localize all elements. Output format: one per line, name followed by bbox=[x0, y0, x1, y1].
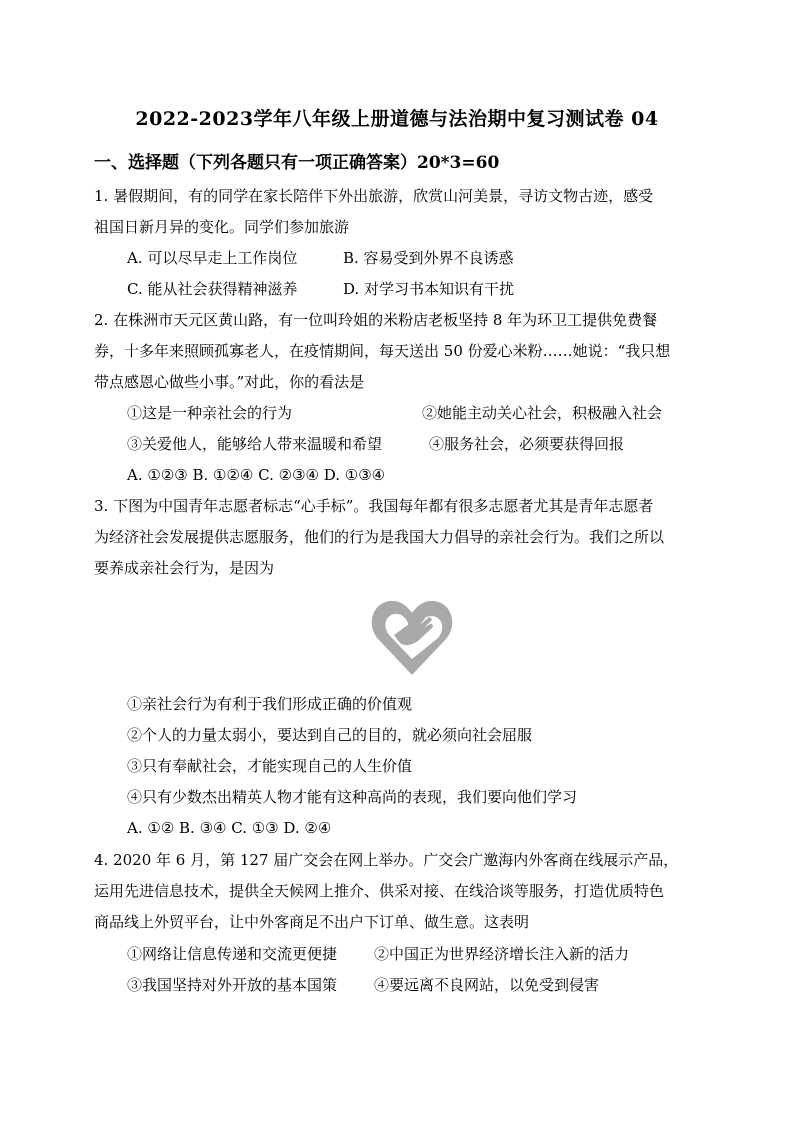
q4-item-4: ④要远离不良网站，以免受到侵害 bbox=[374, 976, 600, 994]
q4-stem-line3: 商品线上外贸平台，让中外客商足不出户下订单、做生意。这表明 bbox=[94, 913, 530, 931]
q2-options: A. ①②③ B. ①②④ C. ②③④ D. ①③④ bbox=[127, 466, 386, 484]
q4-items-row2 bbox=[127, 975, 739, 995]
q1-option-b: B. 容易受到外界不良诱惑 bbox=[343, 249, 514, 267]
page-title: 2022-2023学年八年级上册道德与法治期中复习测试卷 04 bbox=[135, 108, 659, 130]
q1-stem-line1: 1. 暑假期间，有的同学在家长陪伴下外出旅游，欣赏山河美景，寻访文物古迹，感受 bbox=[94, 187, 654, 205]
q2-stem-line3: 带点感恩心做些小事。”对此，你的看法是 bbox=[94, 373, 365, 391]
q4-items-row1 bbox=[127, 944, 739, 964]
q2-items-row2 bbox=[127, 434, 739, 454]
q4-stem-line1: 4. 2020 年 6 月，第 127 届广交会在网上举办。广交会广邀海内外客商在线展示产品， bbox=[94, 851, 679, 869]
heart-hand-logo-icon bbox=[370, 597, 454, 677]
q2-stem-line1: 2. 在株洲市天元区黄山路，有一位叫玲姐的米粉店老板坚持 8 年为环卫工提供免费餐 bbox=[94, 311, 658, 329]
q4-stem-line2: 运用先进信息技术，提供全天候网上推介、供采对接、在线洽谈等服务，打造优质特色 bbox=[94, 882, 665, 900]
q2-items-row1 bbox=[127, 403, 739, 423]
q3-stem-line2: 为经济社会发展提供志愿服务，他们的行为是我国大力倡导的亲社会行为。我们之所以 bbox=[94, 528, 665, 546]
q2-item-4: ④服务社会，必须要获得回报 bbox=[429, 435, 625, 453]
q1-option-a: A. 可以尽早走上工作岗位 bbox=[127, 249, 298, 267]
q1-options-row2 bbox=[127, 279, 739, 299]
section-heading: 一、选择题（下列各题只有一项正确答案）20*3=60 bbox=[94, 153, 500, 173]
q3-item-3: ③只有奉献社会，才能实现自己的人生价值 bbox=[127, 757, 413, 775]
q2-item-1: ①这是一种亲社会的行为 bbox=[127, 404, 293, 422]
q2-stem-line2: 券，十多年来照顾孤寡老人，在疫情期间，每天送出 50 份爱心米粉……她说：“我只想 bbox=[94, 342, 671, 360]
q4-item-1: ①网络让信息传递和交流更便捷 bbox=[127, 945, 338, 963]
q3-stem-line3: 要养成亲社会行为，是因为 bbox=[94, 559, 275, 577]
q1-options-row1 bbox=[127, 248, 739, 268]
q3-item-1: ①亲社会行为有利于我们形成正确的价值观 bbox=[127, 695, 413, 713]
q1-option-c: C. 能从社会获得精神滋养 bbox=[127, 280, 298, 298]
q2-item-3: ③关爱他人，能够给人带来温暖和希望 bbox=[127, 435, 383, 453]
q3-stem-line1: 3. 下图为中国青年志愿者标志“心手标”。我国每年都有很多志愿者尤其是青年志愿者 bbox=[94, 497, 654, 515]
q3-item-4: ④只有少数杰出精英人物才能有这种高尚的表现，我们要向他们学习 bbox=[127, 788, 578, 806]
q2-item-2: ②她能主动关心社会，积极融入社会 bbox=[422, 404, 663, 422]
q1-option-d: D. 对学习书本知识有干扰 bbox=[343, 280, 515, 298]
q3-item-2: ②个人的力量太弱小，要达到自己的目的，就必须向社会屈服 bbox=[127, 726, 533, 744]
q3-options: A. ①② B. ③④ C. ①③ D. ②④ bbox=[127, 819, 332, 837]
q4-item-3: ③我国坚持对外开放的基本国策 bbox=[127, 976, 338, 994]
q4-item-2: ②中国正为世界经济增长注入新的活力 bbox=[374, 945, 630, 963]
q1-stem-line2: 祖国日新月异的变化。同学们参加旅游 bbox=[94, 218, 350, 236]
